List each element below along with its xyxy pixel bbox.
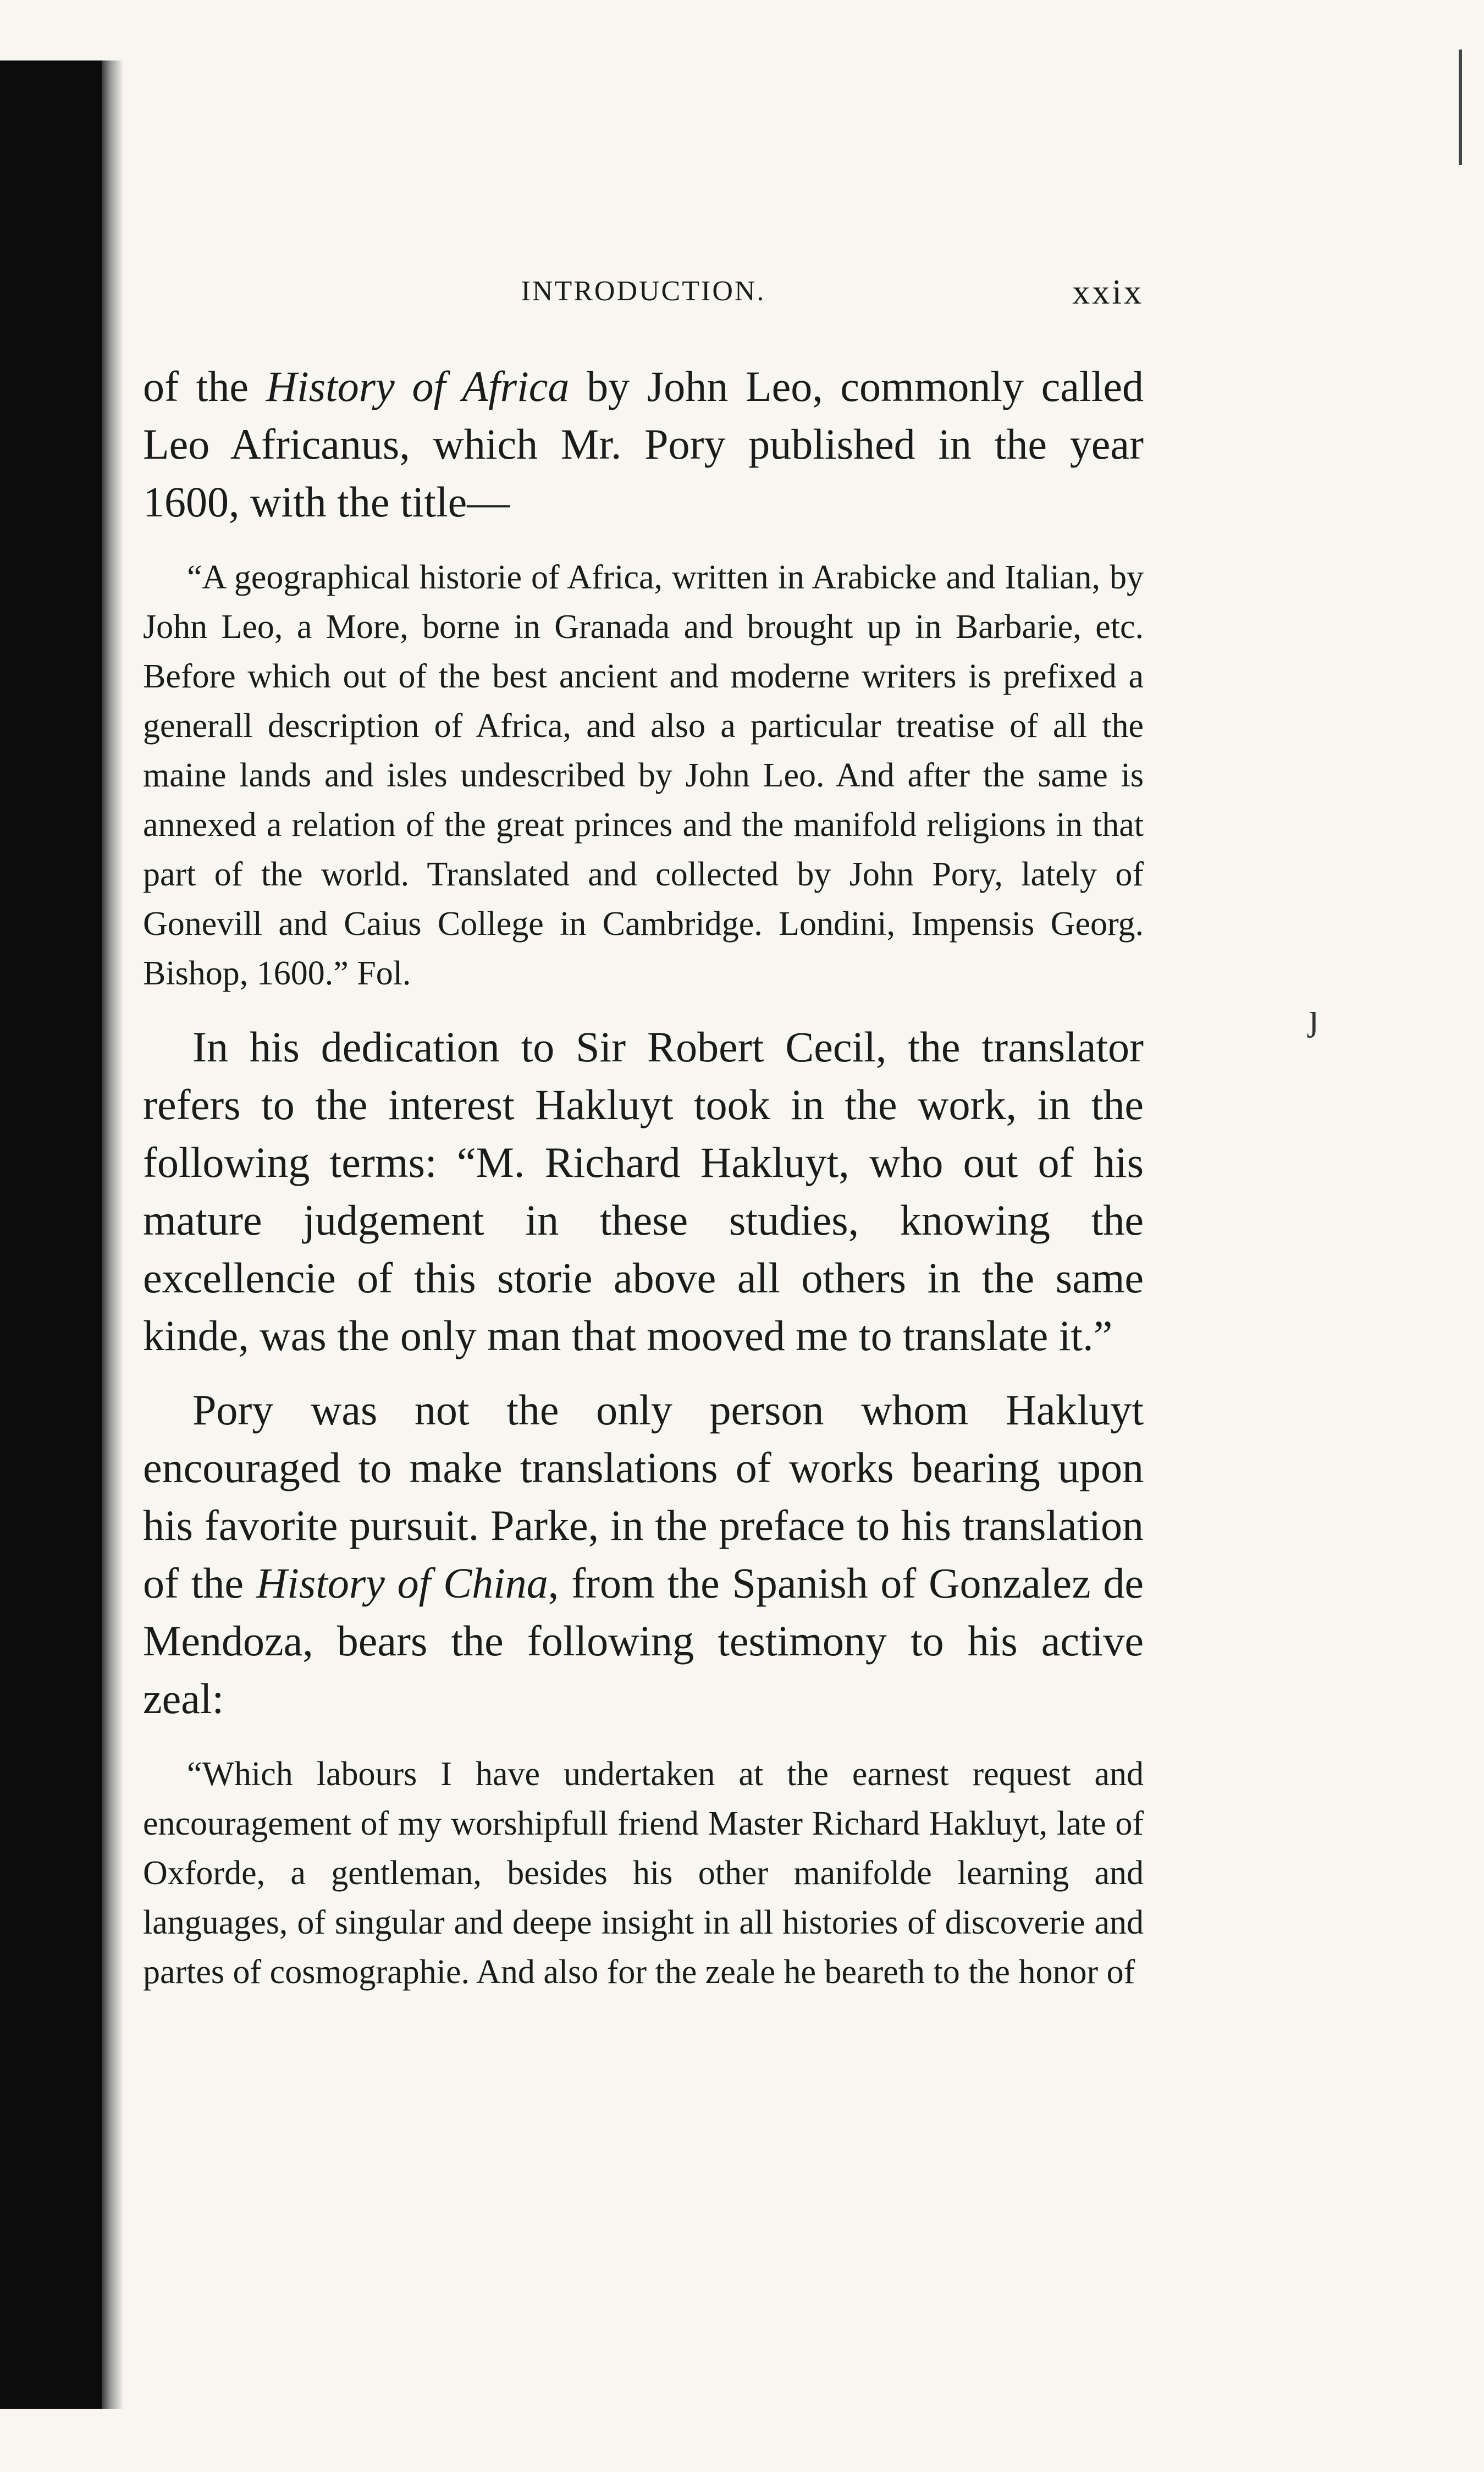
page-header bbox=[143, 272, 1144, 319]
block-quote-2: “Which labours I have undertaken at the earnest request and encouragement of my worshipfull friend Master Richard Hakluyt, late of Oxforde, a gentleman, besides his other manifolde learning and languages, of singular and deepe insight in all histories of discoverie and partes of cosmographie. And also for the zeale he beareth to the honor of bbox=[143, 1755, 1144, 1991]
block-quote-1: “A geographical historie of Africa, written in Arabicke and Italian, by John Leo, a More, borne in Granada and brought up in Barbarie, etc. Before which out of the best ancient and moderne writers is prefixed a generall description of Africa, and also a particular treatise of all the maine lands and isles undescribed by John Leo. And after the same is annexed a relation of the great princes and the manifold religions in that part of the world. Translated and collected by John Pory, lately of Gonevill and Caius College in Cambridge. Londini, Impensis Georg. Bishop, 1600.” Fol. bbox=[143, 559, 1144, 992]
paragraph-1 bbox=[143, 357, 1144, 531]
margin-mark bbox=[1459, 49, 1462, 165]
book-title-history-of-china: History of China bbox=[256, 1559, 548, 1607]
binding-gradient bbox=[102, 60, 124, 2409]
book-binding-shadow bbox=[0, 60, 102, 2409]
paragraph-3-text-a: Pory was not the only person whom Hakluyt encouraged to make translations of works bearing upon his favorite pursuit. Parke, in the preface to his translation of the bbox=[143, 1386, 1144, 1607]
margin-pencil-mark: ȷ bbox=[1308, 996, 1319, 1038]
paragraph-3 bbox=[143, 1381, 1144, 1727]
paragraph-2: In his dedication to Sir Robert Cecil, the translator refers to the interest Hakluyt took in the work, in the following terms: “M. Richard Hakluyt, who out of his mature judgement in these studies, knowing the excellencie of this storie above all others in the same kinde, was the only man that mooved me to translate it.” bbox=[143, 1023, 1144, 1359]
paragraph-1-text-b: by John Leo, commonly called Leo Africanus, which Mr. Pory published in the year 1600, with the title— bbox=[143, 362, 1144, 526]
running-title: INTRODUCTION. bbox=[521, 276, 766, 307]
paragraph-1-text-a: of the bbox=[143, 362, 266, 410]
paragraph-3-text-b: , from the Spanish of Gonzalez de Mendoza, bears the following testimony to his active zeal: bbox=[143, 1559, 1144, 1722]
page-body bbox=[143, 357, 1144, 1997]
page-number: xxix bbox=[1072, 272, 1144, 311]
book-title-history-of-africa: History of Africa bbox=[266, 362, 570, 410]
